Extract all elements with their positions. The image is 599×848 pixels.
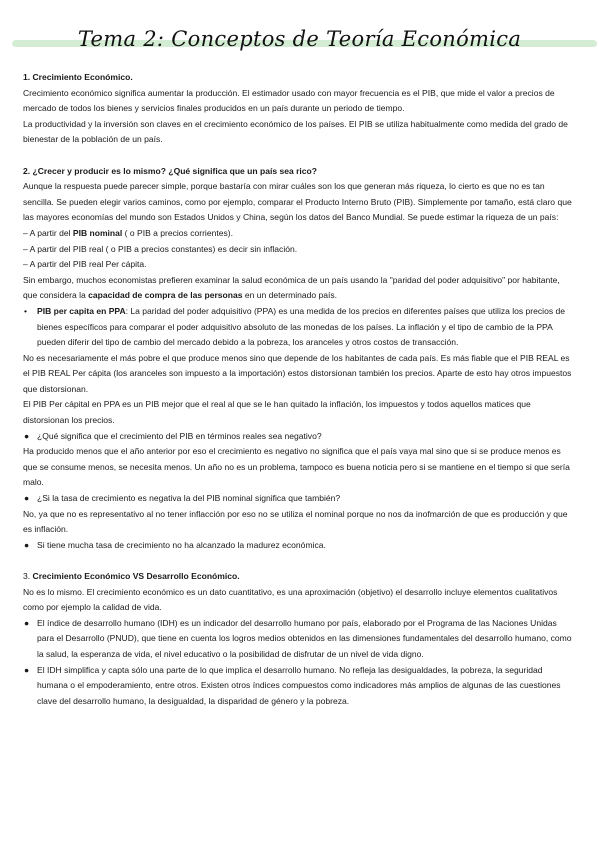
section-3-heading: 3. Crecimiento Económico VS Desarrollo Económico. — [23, 571, 240, 581]
bullet-icon: • — [24, 305, 27, 316]
bullet-icon: ● — [24, 664, 30, 675]
question-2: ● ¿Si la tasa de crecimiento es negativa la del PIB nominal significa que también? — [23, 491, 575, 507]
idh-bullet-2: ● El IDH simplifica y capta sólo una parte de lo que implica el desarrollo humano. No refleja las desigualdades, la pobreza, la seguridad humana o el empoderamiento, entre otros. Existen otros índices compuestos como indicadores más amplios de algunas de las cuestiones clave del desarrollo humano, la desigualdad, la disparidad de género y la pobreza. — [24, 664, 561, 706]
ppa-definition-item: • PIB per capita en PPA: La paridad del poder adquisitivo (PPA) es una medida de los precios en diferentes países que utiliza los precios de bienes específicos para comparar el poder adquisitivo absoluto de las monedas de los países. La inflación y el tipo de cambio de la PPA pueden diferir del tipo de cambio del mercado debido a la pobreza, los aranceles y otros costos de transacción. — [24, 305, 565, 348]
answer-1: Ha producido menos que el año anterior por eso el crecimiento es negativo no significa que el país vaya mal sino que si se produce menos es que se consume menos, se necesita menos. Un año no es un problema, tampoco es buena noticia pero si se mantiene en el tiempo si que sería malo. — [23, 446, 570, 488]
section-1-paragraph-1: Crecimiento económico significa aumentar la producción. El estimador usado con mayor frecuencia es el PIB, que mide el valor a precios de mercado de todos los bienes y servicios finales producidos en un país durante un periodo de tiempo. — [23, 87, 555, 114]
document-body — [23, 70, 575, 709]
section-2-paragraph-1: Aunque la respuesta puede parecer simple, porque bastaría con mirar cuáles son los que generan más riqueza, lo cierto es que no es tan sencilla. Se pueden elegir varios caminos, como por ejemplo, comparar el Producto Interno Bruto (PIB). Simplemente por tamaño, está claro que las mayores economías del mundo son Estados Unidos y China, según los datos del Banco Mundial. Se puede estimar la riqueza de un país: — [23, 181, 572, 223]
page-title: Tema 2: Conceptos de Teoría Económica — [77, 27, 522, 51]
bullet-icon: ● — [24, 493, 30, 504]
section-3-paragraph-1: No es lo mismo. El crecimiento económico es un dato cuantitativo, es una aproximación (objetivo) el desarrollo incluye elementos cualitativos como por ejemplo la calidad de vida. — [23, 586, 558, 613]
dash-item-pib-real: – A partir del PIB real ( o PIB a precios constantes) es decir sin inflación. — [23, 243, 298, 254]
idh-bullet-1: ● El índice de desarrollo humano (IDH) es un indicador del desarrollo humano por país, elaborado por el Programa de las Naciones Unidas para el Desarrollo (PNUD), que tiene en cuenta los logros medios obtenidos en las dimensiones fundamentales del desarrollo humano, como la salud, la esperanza de vida, el nivel educativo o la posibilidad de disfrutar de un nivel de vida digno. — [24, 617, 572, 659]
section-2-paragraph-4: El PIB Per cápital en PPA es un PIB mejor que el real al que se le han quitado la inflación, los impuestos y todos aquellos matices que distorsionan los precios. — [23, 399, 531, 426]
section-2-paragraph-3: No es necesariamente el más pobre el que produce menos sino que depende de los habitantes de cada país. Es más fiable que el PIB REAL es el PIB REAL Per cápita (los aranceles son impuesto a la importación) estos distorsionan también los precios. Aparte de esto hay otros impuestos que distorsionan. — [23, 352, 572, 394]
title-banner — [0, 27, 599, 57]
bullet-icon: ● — [24, 539, 30, 550]
question-3: ● Si tiene mucha tasa de crecimiento no ha alcanzado la madurez económica. — [23, 538, 575, 554]
bullet-icon: ● — [24, 430, 30, 441]
question-1: ● ¿Qué significa que el crecimiento del PIB en términos reales sea negativo? — [23, 429, 575, 445]
section-1-heading: 1. Crecimiento Económico. — [23, 72, 133, 82]
section-2-paragraph-2: Sin embargo, muchos economistas prefieren examinar la salud económica de un país usando la "paridad del poder adquisitivo" por habitante, que considera la capacidad de compra de las personas en un determinado país. — [23, 274, 560, 301]
dash-item-pib-nominal: – A partir del PIB nominal ( o PIB a precios corrientes). — [23, 227, 233, 238]
answer-2: No, ya que no es representativo al no tener inflacción por eso no se utiliza el nominal porque no nos da inofmarción de que es producción y que es inflación. — [23, 508, 568, 535]
dash-item-pib-per-capita: – A partir del PIB real Per cápita. — [23, 259, 147, 270]
section-2-heading: 2. ¿Crecer y producir es lo mismo? ¿Qué significa que un país sea rico? — [23, 165, 317, 176]
section-1-paragraph-2: La productividad y la inversión son claves en el crecimiento económico de los países. El PIB se utiliza habitualmente como medida del grado de bienestar de la población de un país. — [23, 118, 568, 145]
bullet-icon: ● — [24, 617, 30, 628]
